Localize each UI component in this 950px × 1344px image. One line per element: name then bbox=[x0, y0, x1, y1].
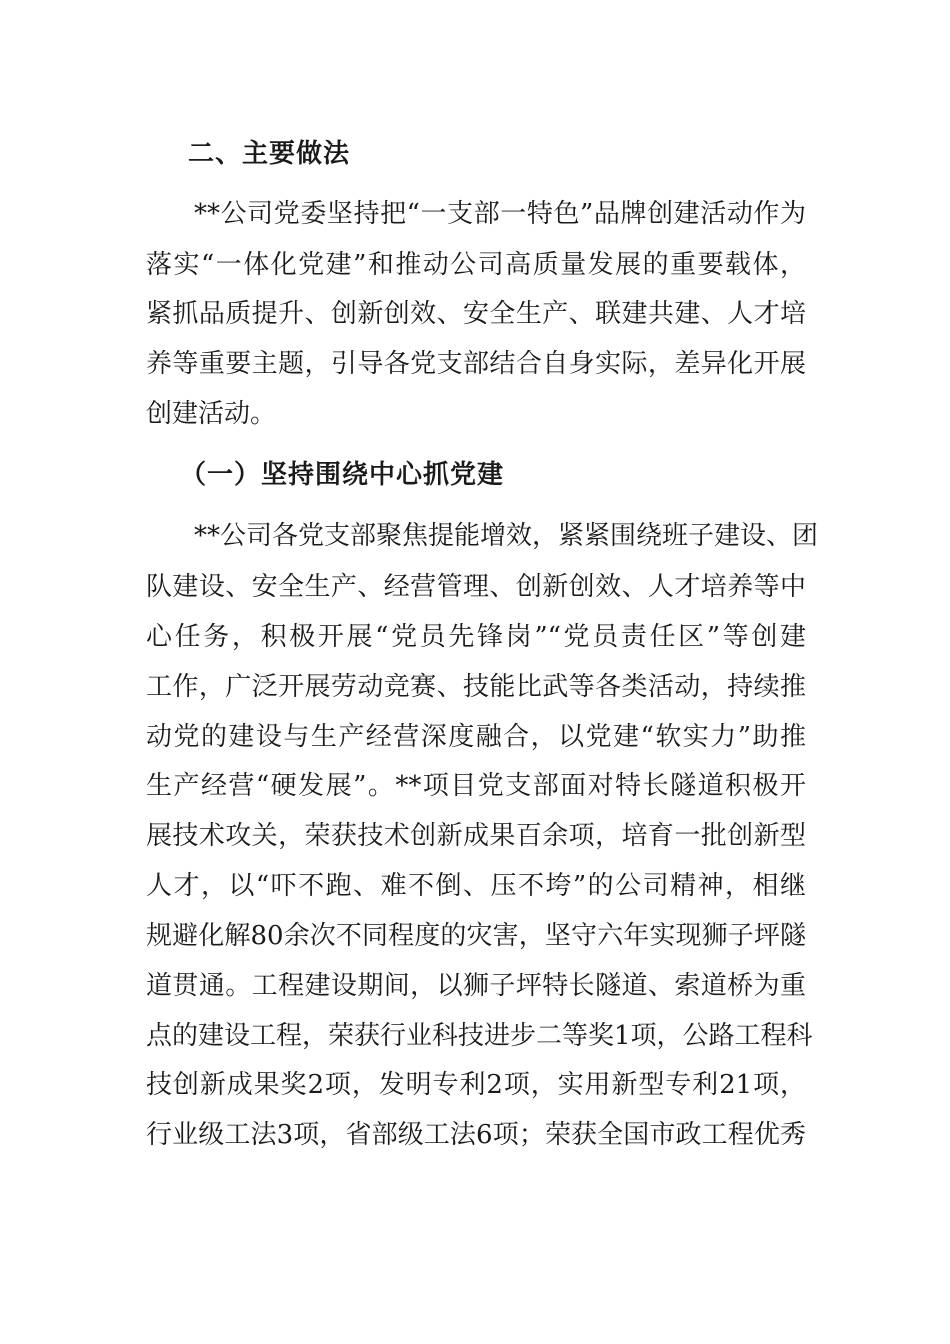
paragraph-line: 人才，以“吓不跑、难不倒、压不垮”的公司精神，相继 bbox=[146, 871, 806, 901]
paragraph-line: 行业级工法3项，省部级工法6项；荣获全国市政工程优秀 bbox=[146, 1120, 806, 1150]
paragraph-line: 道贯通。工程建设期间，以狮子坪特长隧道、索道桥为重 bbox=[146, 971, 806, 1001]
paragraph-line: 规避化解80余次不同程度的灾害，坚守六年实现狮子坪隧 bbox=[146, 921, 806, 951]
paragraph-line: 展技术攻关，荣获技术创新成果百余项，培育一批创新型 bbox=[146, 821, 806, 851]
paragraph-line: 技创新成果奖2项，发明专利2项，实用新型专利21项， bbox=[146, 1070, 806, 1100]
paragraph-line: 工作，广泛开展劳动竞赛、技能比武等各类活动，持续推 bbox=[146, 672, 806, 702]
paragraph-line: 紧抓品质提升、创新创效、安全生产、联建共建、人才培 bbox=[146, 299, 806, 329]
section-title: 二、主要做法 bbox=[188, 139, 351, 169]
subsection-title: （一）坚持围绕中心抓党建 bbox=[180, 460, 505, 490]
paragraph-line: 创建活动。 bbox=[146, 399, 277, 429]
paragraph-line: 生产经营“硬发展”。**项目党支部面对特长隧道积极开 bbox=[146, 771, 806, 801]
paragraph-line: 心任务，积极开展“党员先锋岗”“党员责任区”等创建 bbox=[146, 622, 806, 652]
paragraph-line: **公司各党支部聚焦提能增效，紧紧围绕班子建设、团 bbox=[194, 521, 819, 551]
paragraph-line: 动党的建设与生产经营深度融合，以党建“软实力”助推 bbox=[146, 722, 806, 752]
paragraph-line: 点的建设工程，荣获行业科技进步二等奖1项，公路工程科 bbox=[146, 1021, 813, 1051]
paragraph-line: 养等重要主题，引导各党支部结合自身实际，差异化开展 bbox=[146, 349, 806, 379]
paragraph-line: 落实“一体化党建”和推动公司高质量发展的重要载体， bbox=[146, 250, 806, 280]
paragraph-line: **公司党委坚持把“一支部一特色”品牌创建活动作为 bbox=[194, 199, 806, 229]
paragraph-line: 队建设、安全生产、经营管理、创新创效、人才培养等中 bbox=[146, 572, 806, 602]
